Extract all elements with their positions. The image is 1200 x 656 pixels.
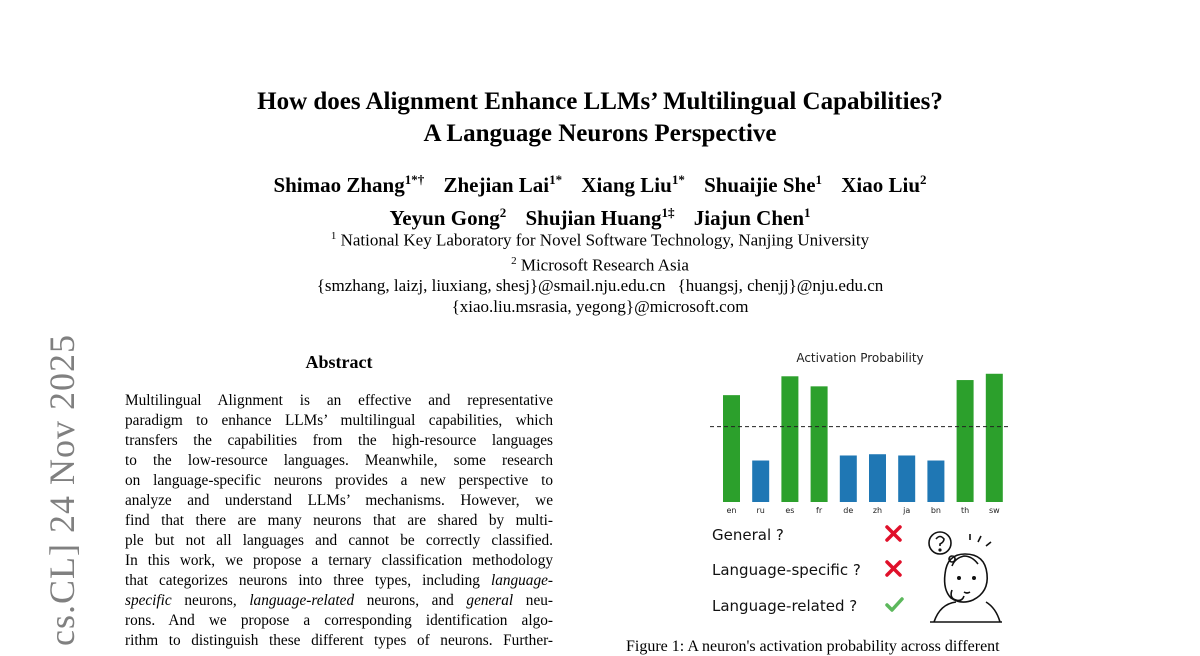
author: Xiao Liu$^2$ <box>841 172 927 197</box>
email: {xiao.liu.msrasia, yegong}@microsoft.com <box>451 296 749 316</box>
chart-title: Activation Probability <box>796 351 924 365</box>
bar-fr <box>811 386 828 502</box>
bar-bn <box>927 461 944 502</box>
title-line-1: How does Alignment Enhance LLMs’ Multilingual Capabilities? <box>257 88 943 115</box>
bar-sw <box>986 374 1003 502</box>
thinking-person-icon <box>929 532 1002 622</box>
author: Shuaijie She$^1$ <box>704 172 823 197</box>
tick-label-th: th <box>960 506 970 515</box>
author: Zhejian Lai$^{1*}$ <box>443 172 563 197</box>
bar-de <box>840 455 857 502</box>
abstract-line: that categorizes neurons into three types, including language- <box>125 572 553 589</box>
legend-general: General ? <box>712 526 784 544</box>
bar-es <box>781 376 798 502</box>
tick-label-ru: ru <box>756 506 765 515</box>
abstract-line: ple but not all languages and cannot be correctly classified. <box>125 532 553 549</box>
figure-1 <box>690 340 1030 630</box>
legend-language-related: Language-related ? <box>712 597 858 615</box>
affiliation-1: $^1$ National Key Laboratory for Novel Software Technology, Nanjing University <box>330 230 870 250</box>
authors-line-1 <box>0 166 1200 199</box>
arxiv-stamp: cs.CL] 24 Nov 2025 <box>42 334 82 646</box>
figure-caption: Figure 1: A neuron's activation probability across different <box>626 638 1000 655</box>
bar-en <box>723 395 740 502</box>
abstract-line: paradigm to enhance LLMs’ multilingual capabilities, which <box>125 412 553 429</box>
tick-label-en: en <box>726 506 737 515</box>
abstract-line: rithm to distinguish these different types of neurons. Further- <box>125 632 553 649</box>
bar-zh <box>869 454 886 502</box>
abstract-line: transfers the capabilities from the high-resource languages <box>125 432 553 449</box>
email: {huangsj, chenjj}@nju.edu.cn <box>677 276 884 296</box>
abstract-line: to the low-resource languages. Meanwhile, some research <box>125 452 553 469</box>
author: Shimao Zhang$^{1*\dagger}$ <box>273 172 425 197</box>
abstract-line: Multilingual Alignment is an effective and representative <box>125 392 553 409</box>
abstract-heading: Abstract <box>305 352 373 372</box>
author: Yeyun Gong$^2$ <box>389 205 507 230</box>
abstract-line: analyze and understand LLMs’ mechanisms. However, we <box>125 492 553 509</box>
tick-label-sw: sw <box>988 506 1000 515</box>
cross-icon <box>887 527 900 540</box>
abstract-line: In this work, we propose a ternary classification methodology <box>125 552 553 569</box>
affiliation-2: $^2$ Microsoft Research Asia <box>511 255 689 275</box>
title-line-2: A Language Neurons Perspective <box>423 120 777 147</box>
tick-label-fr: fr <box>816 506 823 515</box>
tick-label-ja: ja <box>903 506 911 515</box>
author-list <box>0 166 1200 232</box>
tick-label-zh: zh <box>872 506 883 515</box>
tick-label-de: de <box>843 506 854 515</box>
affiliations <box>0 226 1200 317</box>
bar-ru <box>752 461 769 502</box>
email: {smzhang, laizj, liuxiang, shesj}@smail.nju.edu.cn <box>316 276 666 296</box>
check-icon <box>887 599 902 610</box>
abstract-body <box>125 391 553 651</box>
email-line-1 <box>0 276 1200 297</box>
bar-ja <box>898 455 915 502</box>
abstract-line: on language-specific neurons provides a new perspective to <box>125 472 553 489</box>
tick-label-bn: bn <box>930 506 941 515</box>
bar-th <box>957 380 974 502</box>
activation-figure <box>690 340 1030 630</box>
abstract-line: rons. And we propose a corresponding identification algo- <box>125 612 553 629</box>
legend-language-specific: Language-specific ? <box>712 561 861 579</box>
tick-label-es: es <box>785 506 795 515</box>
paper-title <box>0 86 1200 150</box>
abstract-line: find that there are many neurons that are shared by multi- <box>125 512 553 529</box>
cross-icon <box>887 562 900 575</box>
author: Xiang Liu$^{1*}$ <box>581 172 685 197</box>
author: Jiajun Chen$^1$ <box>693 205 811 230</box>
author: Shujian Huang$^{1\ddagger}$ <box>525 205 675 230</box>
abstract-line: specific neurons, language-related neurons, and general neu- <box>125 592 553 609</box>
email-line-2 <box>0 297 1200 318</box>
